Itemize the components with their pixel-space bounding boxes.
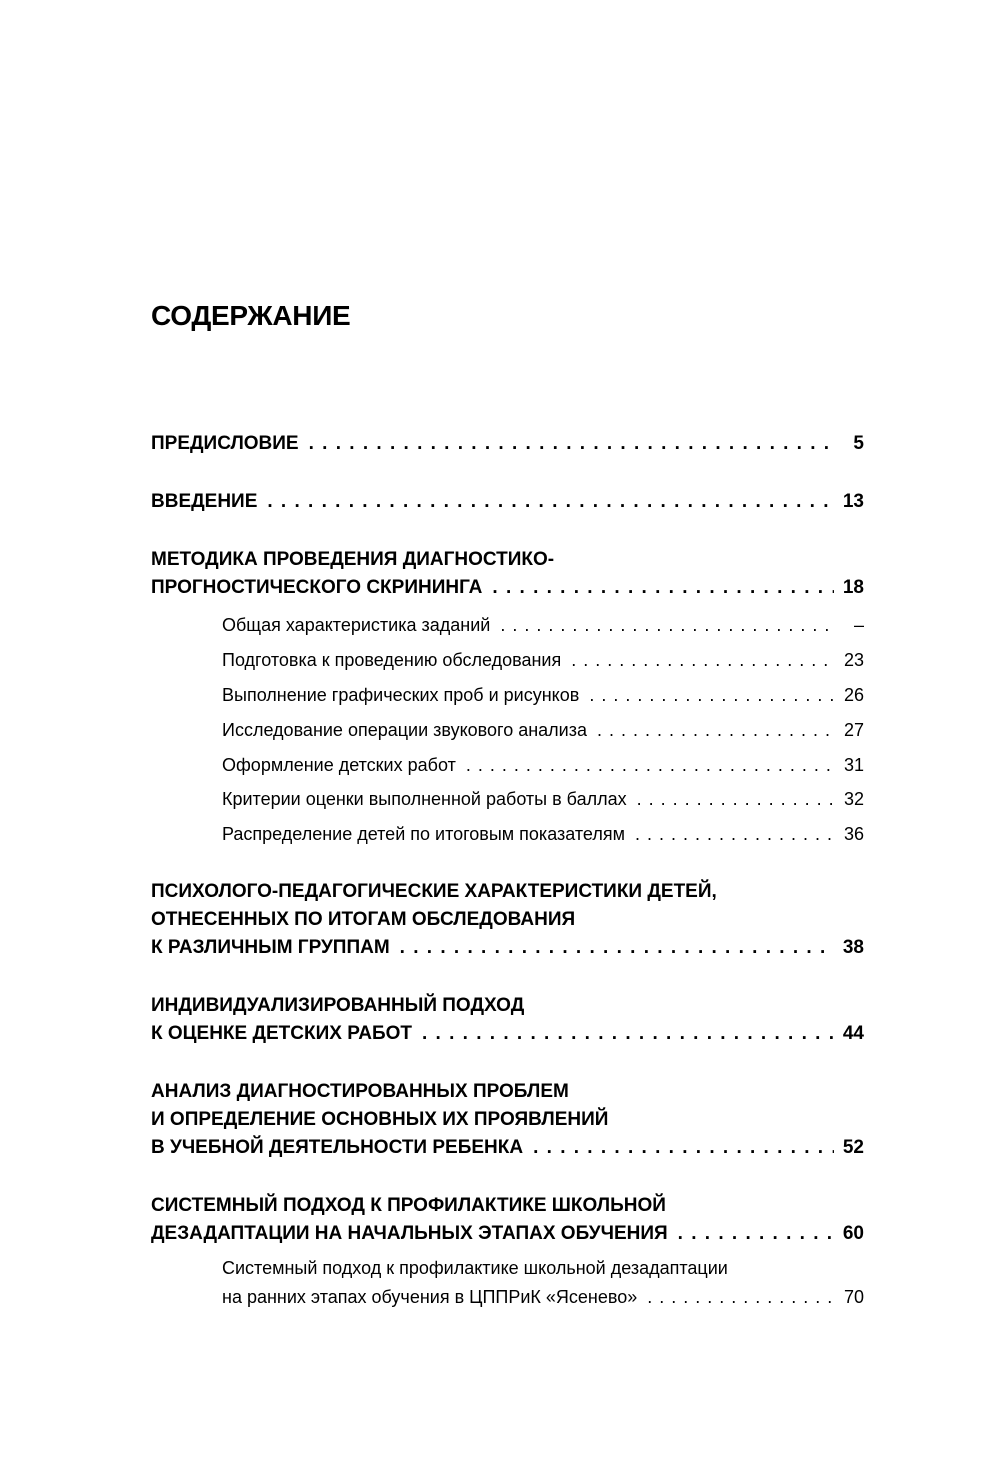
- toc-entry-title: ИНДИВИДУАЛИЗИРОВАННЫЙ ПОДХОД: [151, 994, 525, 1016]
- toc-page-number: 52: [842, 1136, 864, 1158]
- toc-page-number: 38: [842, 936, 864, 958]
- toc-entry-individual-approach: [151, 992, 864, 1048]
- dot-leader: [597, 716, 834, 744]
- toc-subentry: [222, 1283, 864, 1312]
- toc-subentry: [222, 712, 864, 747]
- toc-subentry: [222, 643, 864, 678]
- toc-page-number: 18: [842, 577, 864, 598]
- dot-leader: [492, 574, 834, 602]
- toc-entry-title: СИСТЕМНЫЙ ПОДХОД К ПРОФИЛАКТИКЕ ШКОЛЬНОЙ: [151, 1194, 666, 1216]
- toc-page-number: 36: [843, 824, 864, 845]
- toc-page-number: 5: [853, 433, 864, 454]
- toc-entry-title: И ОПРЕДЕЛЕНИЕ ОСНОВНЫХ ИХ ПРОЯВЛЕНИЙ: [151, 1108, 609, 1130]
- toc-subentry: [222, 747, 864, 782]
- toc-page-number: 13: [842, 491, 864, 512]
- dot-leader: [637, 785, 834, 813]
- toc-entry-title: В УЧЕБНОЙ ДЕЯТЕЛЬНОСТИ РЕБЕНКА: [151, 1136, 524, 1158]
- toc-entry-characteristics: [151, 878, 864, 962]
- toc-page-number: 23: [843, 650, 864, 671]
- toc-page-number: 60: [842, 1222, 864, 1244]
- dot-leader: [678, 1220, 834, 1248]
- toc-entry-introduction: [151, 488, 864, 516]
- toc-entry-preface: [151, 430, 864, 458]
- toc-entry-title: АНАЛИЗ ДИАГНОСТИРОВАННЫХ ПРОБЛЕМ: [151, 1080, 569, 1102]
- toc-entry-title: К РАЗЛИЧНЫМ ГРУППАМ: [151, 936, 390, 958]
- dot-leader: [500, 611, 834, 639]
- toc-page-number: 44: [842, 1022, 864, 1044]
- toc-subentry-title: Оформление детских работ: [222, 754, 456, 775]
- toc-entry-title: ДЕЗАДАПТАЦИИ НА НАЧАЛЬНЫХ ЭТАПАХ ОБУЧЕНИЯ: [151, 1222, 668, 1244]
- toc-subentry-title: на ранних этапах обучения в ЦППРиК «Ясенево»: [222, 1287, 638, 1308]
- dot-leader: [400, 934, 834, 962]
- toc-subentry: [222, 678, 864, 713]
- toc-entry-method: [151, 546, 864, 602]
- toc-subsection-list: [222, 1254, 864, 1312]
- dot-leader: [571, 646, 834, 674]
- dot-leader: [635, 820, 834, 848]
- toc-entry-title: ПРЕДИСЛОВИЕ: [151, 433, 299, 454]
- dot-leader: [267, 488, 834, 516]
- toc-subsection-list: [222, 608, 864, 852]
- toc-entry-analysis: [151, 1078, 864, 1162]
- toc-entry-title: ВВЕДЕНИЕ: [151, 491, 258, 512]
- toc-subentry-title: Критерии оценки выполненной работы в баллах: [222, 789, 627, 810]
- toc-page-number: 32: [843, 789, 864, 810]
- toc-entry-title: МЕТОДИКА ПРОВЕДЕНИЯ ДИАГНОСТИКО-: [151, 549, 555, 570]
- toc-subentry-title: Исследование операции звукового анализа: [222, 719, 588, 740]
- toc-subentry-title: Общая характеристика заданий: [222, 615, 491, 636]
- toc-subentry: [222, 1254, 864, 1283]
- toc-entry-title: ОТНЕСЕННЫХ ПО ИТОГАМ ОБСЛЕДОВАНИЯ: [151, 908, 576, 930]
- page-title: СОДЕРЖАНИЕ: [151, 300, 351, 331]
- dot-leader: [422, 1020, 834, 1048]
- toc-entry-title: ПСИХОЛОГО-ПЕДАГОГИЧЕСКИЕ ХАРАКТЕРИСТИКИ ДЕТЕЙ,: [151, 880, 717, 902]
- dot-leader: [533, 1134, 834, 1162]
- toc-subentry: [222, 608, 864, 643]
- dot-leader: [466, 751, 834, 779]
- toc-subentry-title: Подготовка к проведению обследования: [222, 650, 562, 671]
- toc-subentry-title: Системный подход к профилактике школьной дезадаптации: [222, 1258, 728, 1279]
- toc-page-number: 70: [843, 1287, 864, 1308]
- toc-subentry-title: Распределение детей по итоговым показателям: [222, 824, 625, 845]
- toc-page-number: 27: [843, 719, 864, 740]
- dot-leader: [309, 430, 834, 458]
- toc-page-number: 31: [843, 754, 864, 775]
- toc-subentry: [222, 782, 864, 817]
- dot-leader: [589, 681, 834, 709]
- toc-entry-systemic-approach: [151, 1192, 864, 1248]
- toc-subentry-title: Выполнение графических проб и рисунков: [222, 684, 580, 705]
- toc-subentry: [222, 817, 864, 852]
- table-of-contents: [151, 430, 864, 1338]
- toc-entry-title: ПРОГНОСТИЧЕСКОГО СКРИНИНГА: [151, 577, 483, 598]
- toc-page-number: 26: [843, 684, 864, 705]
- toc-entry-title: К ОЦЕНКЕ ДЕТСКИХ РАБОТ: [151, 1022, 412, 1044]
- toc-page-number: –: [853, 615, 864, 636]
- dot-leader: [647, 1283, 834, 1311]
